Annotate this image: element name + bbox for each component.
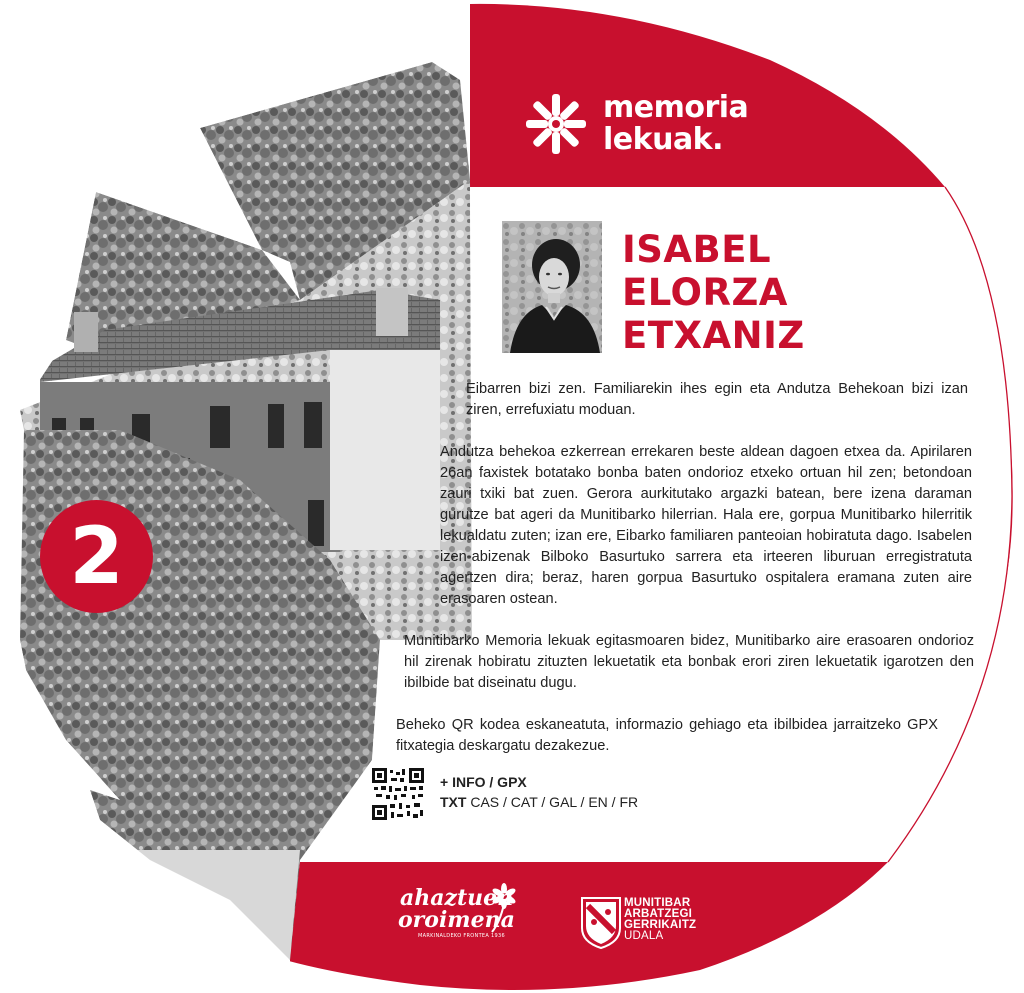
muni-line2: ARBATZEGI — [624, 908, 693, 920]
memoria-lekuak-logo-mark — [526, 94, 586, 154]
biography-text — [396, 379, 978, 778]
paragraph-2: Andutza behekoa ezkerrean errekaren beste aldean dagoen etxea da. Apirilaren 26an faxistek botatako bonba baten ondorioz etxeko ortuan hil zen; betondoan zauri txiki bat zuen. Gerora aurkitutako argazki batean, bere izena daraman gurutze bat ageri da Munitibarko hilerrian. Hala ere, gorpua Munitibarko hilerritik lekualdatu zuten; izan ere, Eibarko familiaren panteoian hobiratuta dago. Isabelen izen-abizenak Bilboko Basurtuko sarrera eta irteeren liburuan erregistratuta agertzen dira; beraz, haren gorpua Basurtuko ospitalera eramana zuten aire erasoaren ostean. — [440, 444, 972, 607]
logo-line2: lekuak. — [603, 122, 724, 157]
info-links — [440, 772, 638, 812]
paragraph-1: Eibarren bizi zen. Familiarekin ihes egin eta Andutza Behekoan bizi izan ziren, errefuxiatu moduan. — [466, 381, 968, 418]
paragraph-3: Munitibarko Memoria lekuak egitasmoaren bidez, Munitibarko aire erasoaren ondorioz hil zirenak hobiratu zituzten lekuetatik eta bonbak erori ziren lekuetatik igarotzen den ibilbide bat diseinatu dugu. — [404, 633, 974, 691]
title-line2: ELORZA — [622, 271, 788, 314]
txt-label: TXT — [440, 794, 467, 810]
ahaztuen-oroimena-logo — [398, 887, 515, 939]
stop-number: 2 — [69, 511, 124, 602]
language-links[interactable]: CAS / CAT / GAL / EN / FR — [470, 794, 639, 810]
title-line3: ETXANIZ — [622, 314, 805, 357]
title-line1: ISABEL — [622, 228, 772, 271]
coat-of-arms-icon — [582, 898, 620, 948]
muni-line3: GERRIKAITZ — [624, 919, 697, 931]
memoria-lekuak-logo — [603, 92, 748, 156]
person-name-title — [622, 228, 805, 357]
paragraph-4: Beheko QR kodea eskaneatuta, informazio gehiago eta ibilbidea jarraitzeko GPX fitxategia deskargatu dezakezue. — [396, 717, 938, 754]
oroimena-text: oroimena — [398, 907, 515, 933]
info-gpx-link[interactable]: + INFO / GPX — [440, 774, 527, 790]
logo-line1: memoria — [603, 90, 749, 125]
muni-line1: MUNITIBAR — [624, 897, 691, 909]
muni-line4: UDALA — [624, 930, 664, 942]
logo-tagline: MARKINALDEKO FRONTEA 1936 — [418, 933, 505, 939]
munitibar-udala-logo — [624, 898, 696, 942]
ahaztuen-text: ahaztuen — [400, 885, 514, 911]
portrait-photo — [502, 221, 602, 353]
